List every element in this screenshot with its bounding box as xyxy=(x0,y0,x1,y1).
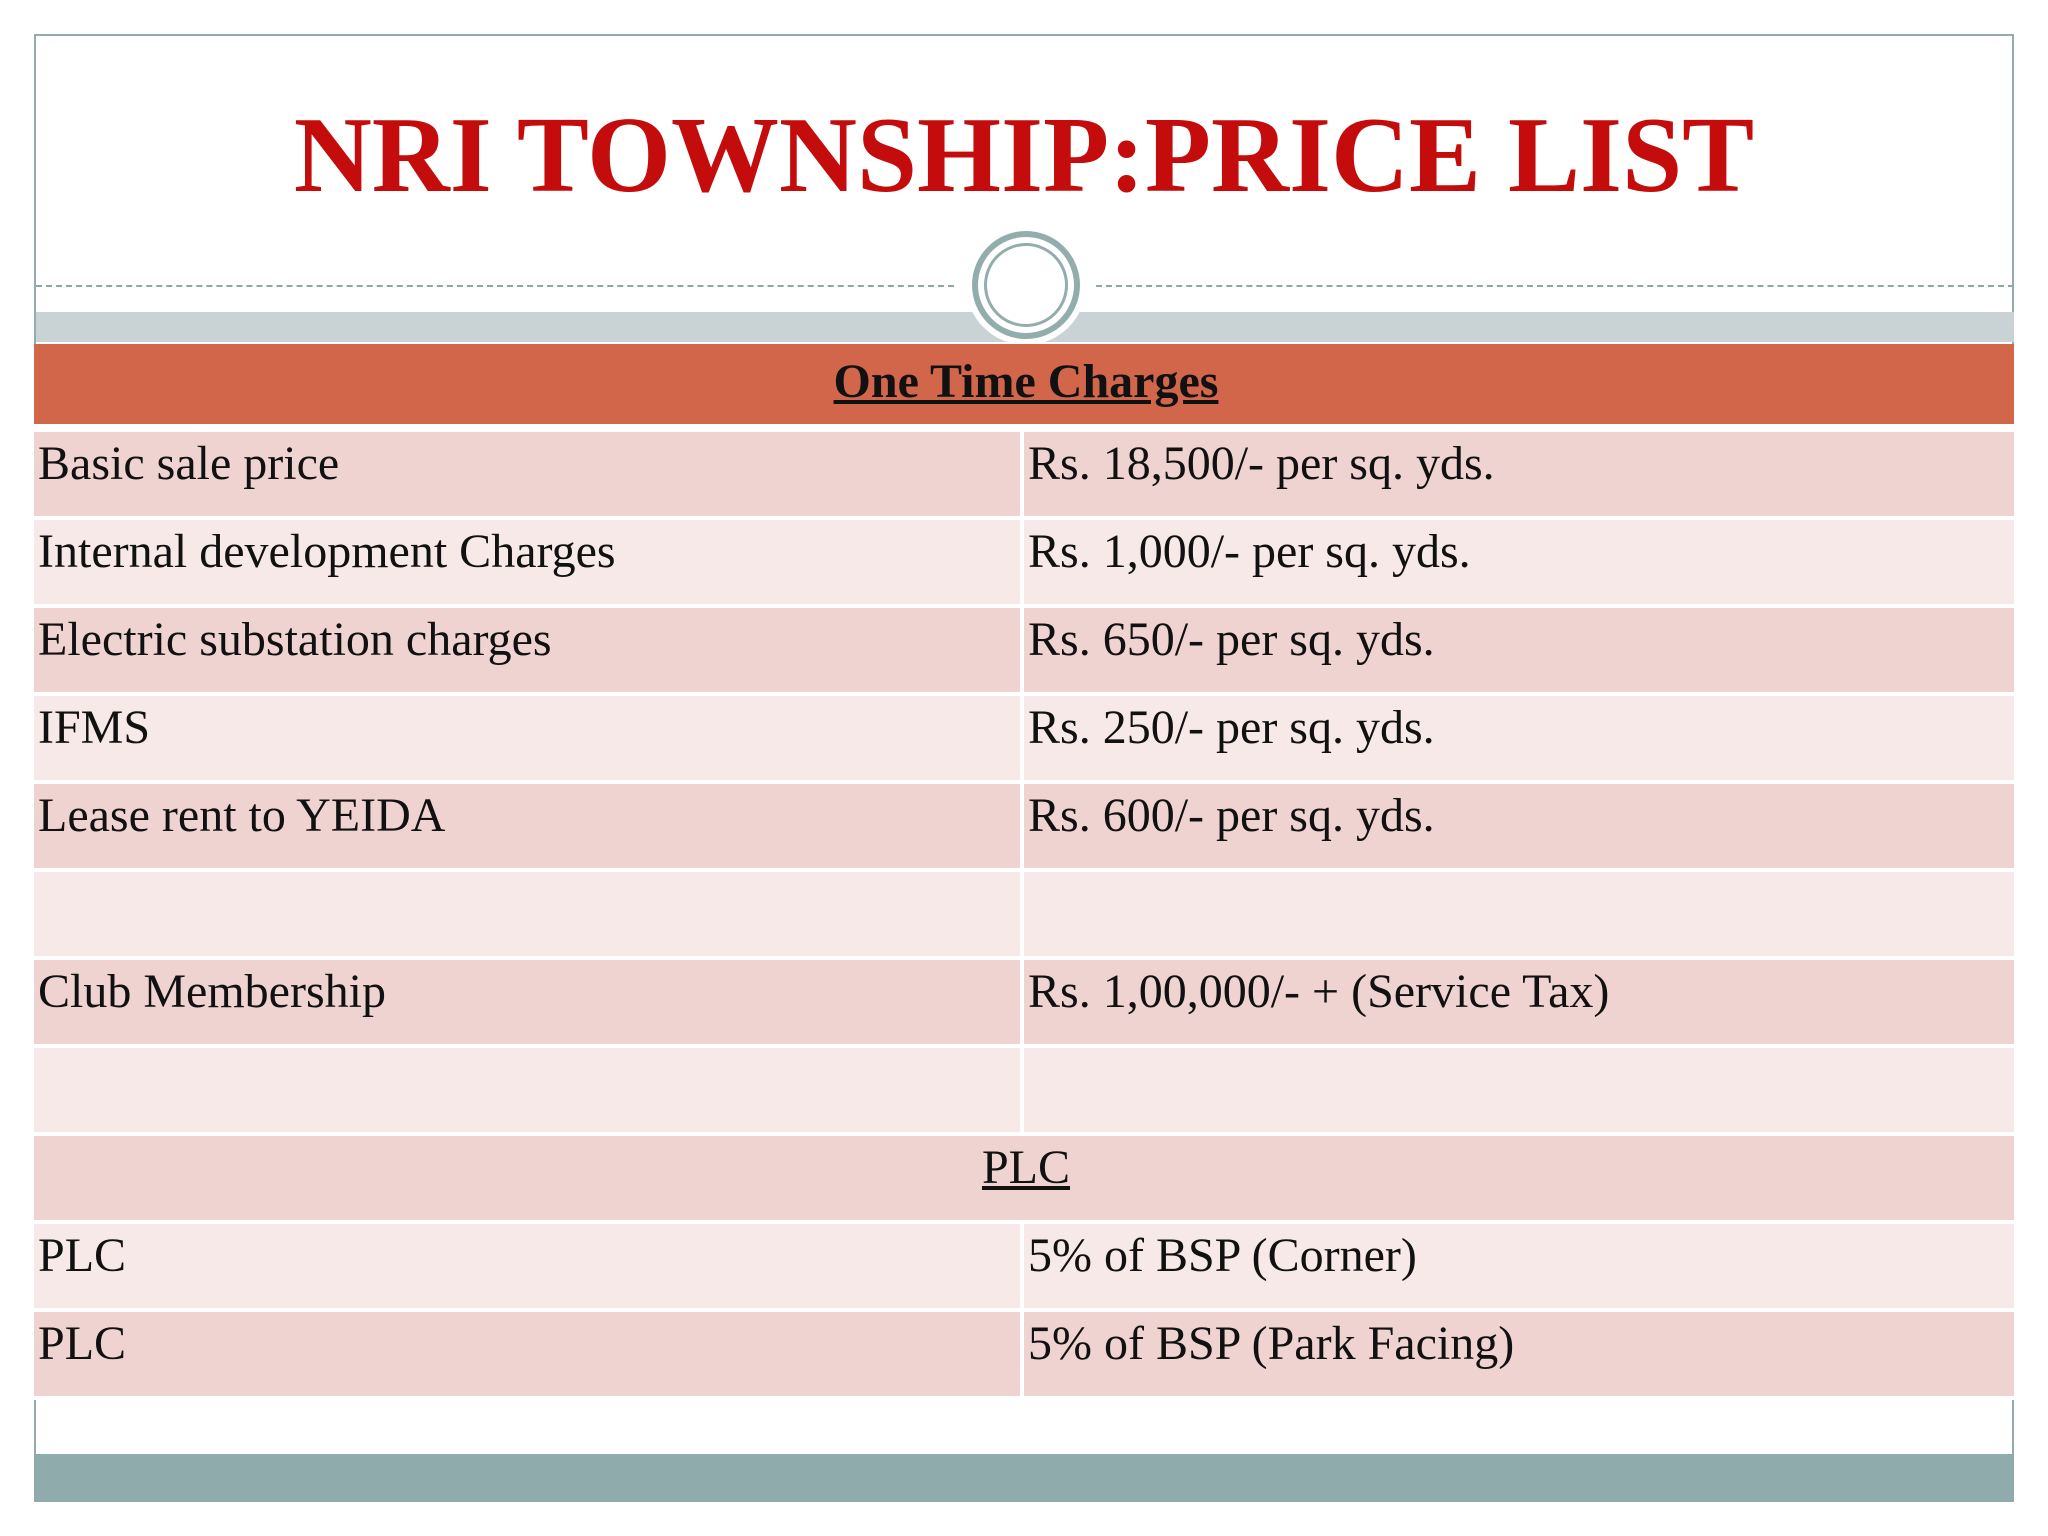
charge-value xyxy=(1024,1048,2014,1136)
plc-label: PLC xyxy=(34,1312,1024,1400)
plc-value: 5% of BSP (Park Facing) xyxy=(1024,1312,2014,1400)
charge-value xyxy=(1024,872,2014,960)
charge-label xyxy=(34,1048,1024,1136)
plc-section-row xyxy=(34,1136,2014,1224)
plc-section-cell xyxy=(34,1136,2014,1224)
table-header-row xyxy=(34,344,2014,432)
title-divider-left xyxy=(36,285,954,287)
table-row xyxy=(34,784,2014,872)
plc-label: PLC xyxy=(34,1224,1024,1312)
charge-label: IFMS xyxy=(34,696,1024,784)
charge-label xyxy=(34,872,1024,960)
table-header: One Time Charges xyxy=(833,355,1219,408)
price-table xyxy=(34,344,2014,1400)
table-row xyxy=(34,696,2014,784)
charge-value: Rs. 650/- per sq. yds. xyxy=(1024,608,2014,696)
table-row xyxy=(34,960,2014,1048)
charge-value: Rs. 18,500/- per sq. yds. xyxy=(1024,432,2014,520)
charge-value: Rs. 1,000/- per sq. yds. xyxy=(1024,520,2014,608)
charge-label: Electric substation charges xyxy=(34,608,1024,696)
title-divider-right xyxy=(1096,285,2014,287)
ornament-inner-ring xyxy=(984,243,1068,327)
table-row xyxy=(34,432,2014,520)
table-header-cell xyxy=(34,344,2014,432)
charge-label: Basic sale price xyxy=(34,432,1024,520)
table-row xyxy=(34,1312,2014,1400)
charge-label: Internal development Charges xyxy=(34,520,1024,608)
table-row xyxy=(34,872,2014,960)
table-row xyxy=(34,608,2014,696)
charge-label: Lease rent to YEIDA xyxy=(34,784,1024,872)
table-row xyxy=(34,1048,2014,1136)
table-row xyxy=(34,520,2014,608)
plc-section-heading: PLC xyxy=(981,1141,1071,1194)
charge-value: Rs. 1,00,000/- + (Service Tax) xyxy=(1024,960,2014,1048)
charge-value: Rs. 600/- per sq. yds. xyxy=(1024,784,2014,872)
slide-title: NRI TOWNSHIP:PRICE LIST xyxy=(293,96,1755,215)
plc-value: 5% of BSP (Corner) xyxy=(1024,1224,2014,1312)
footer-band xyxy=(34,1454,2014,1502)
charge-value: Rs. 250/- per sq. yds. xyxy=(1024,696,2014,784)
table-row xyxy=(34,1224,2014,1312)
charge-label: Club Membership xyxy=(34,960,1024,1048)
